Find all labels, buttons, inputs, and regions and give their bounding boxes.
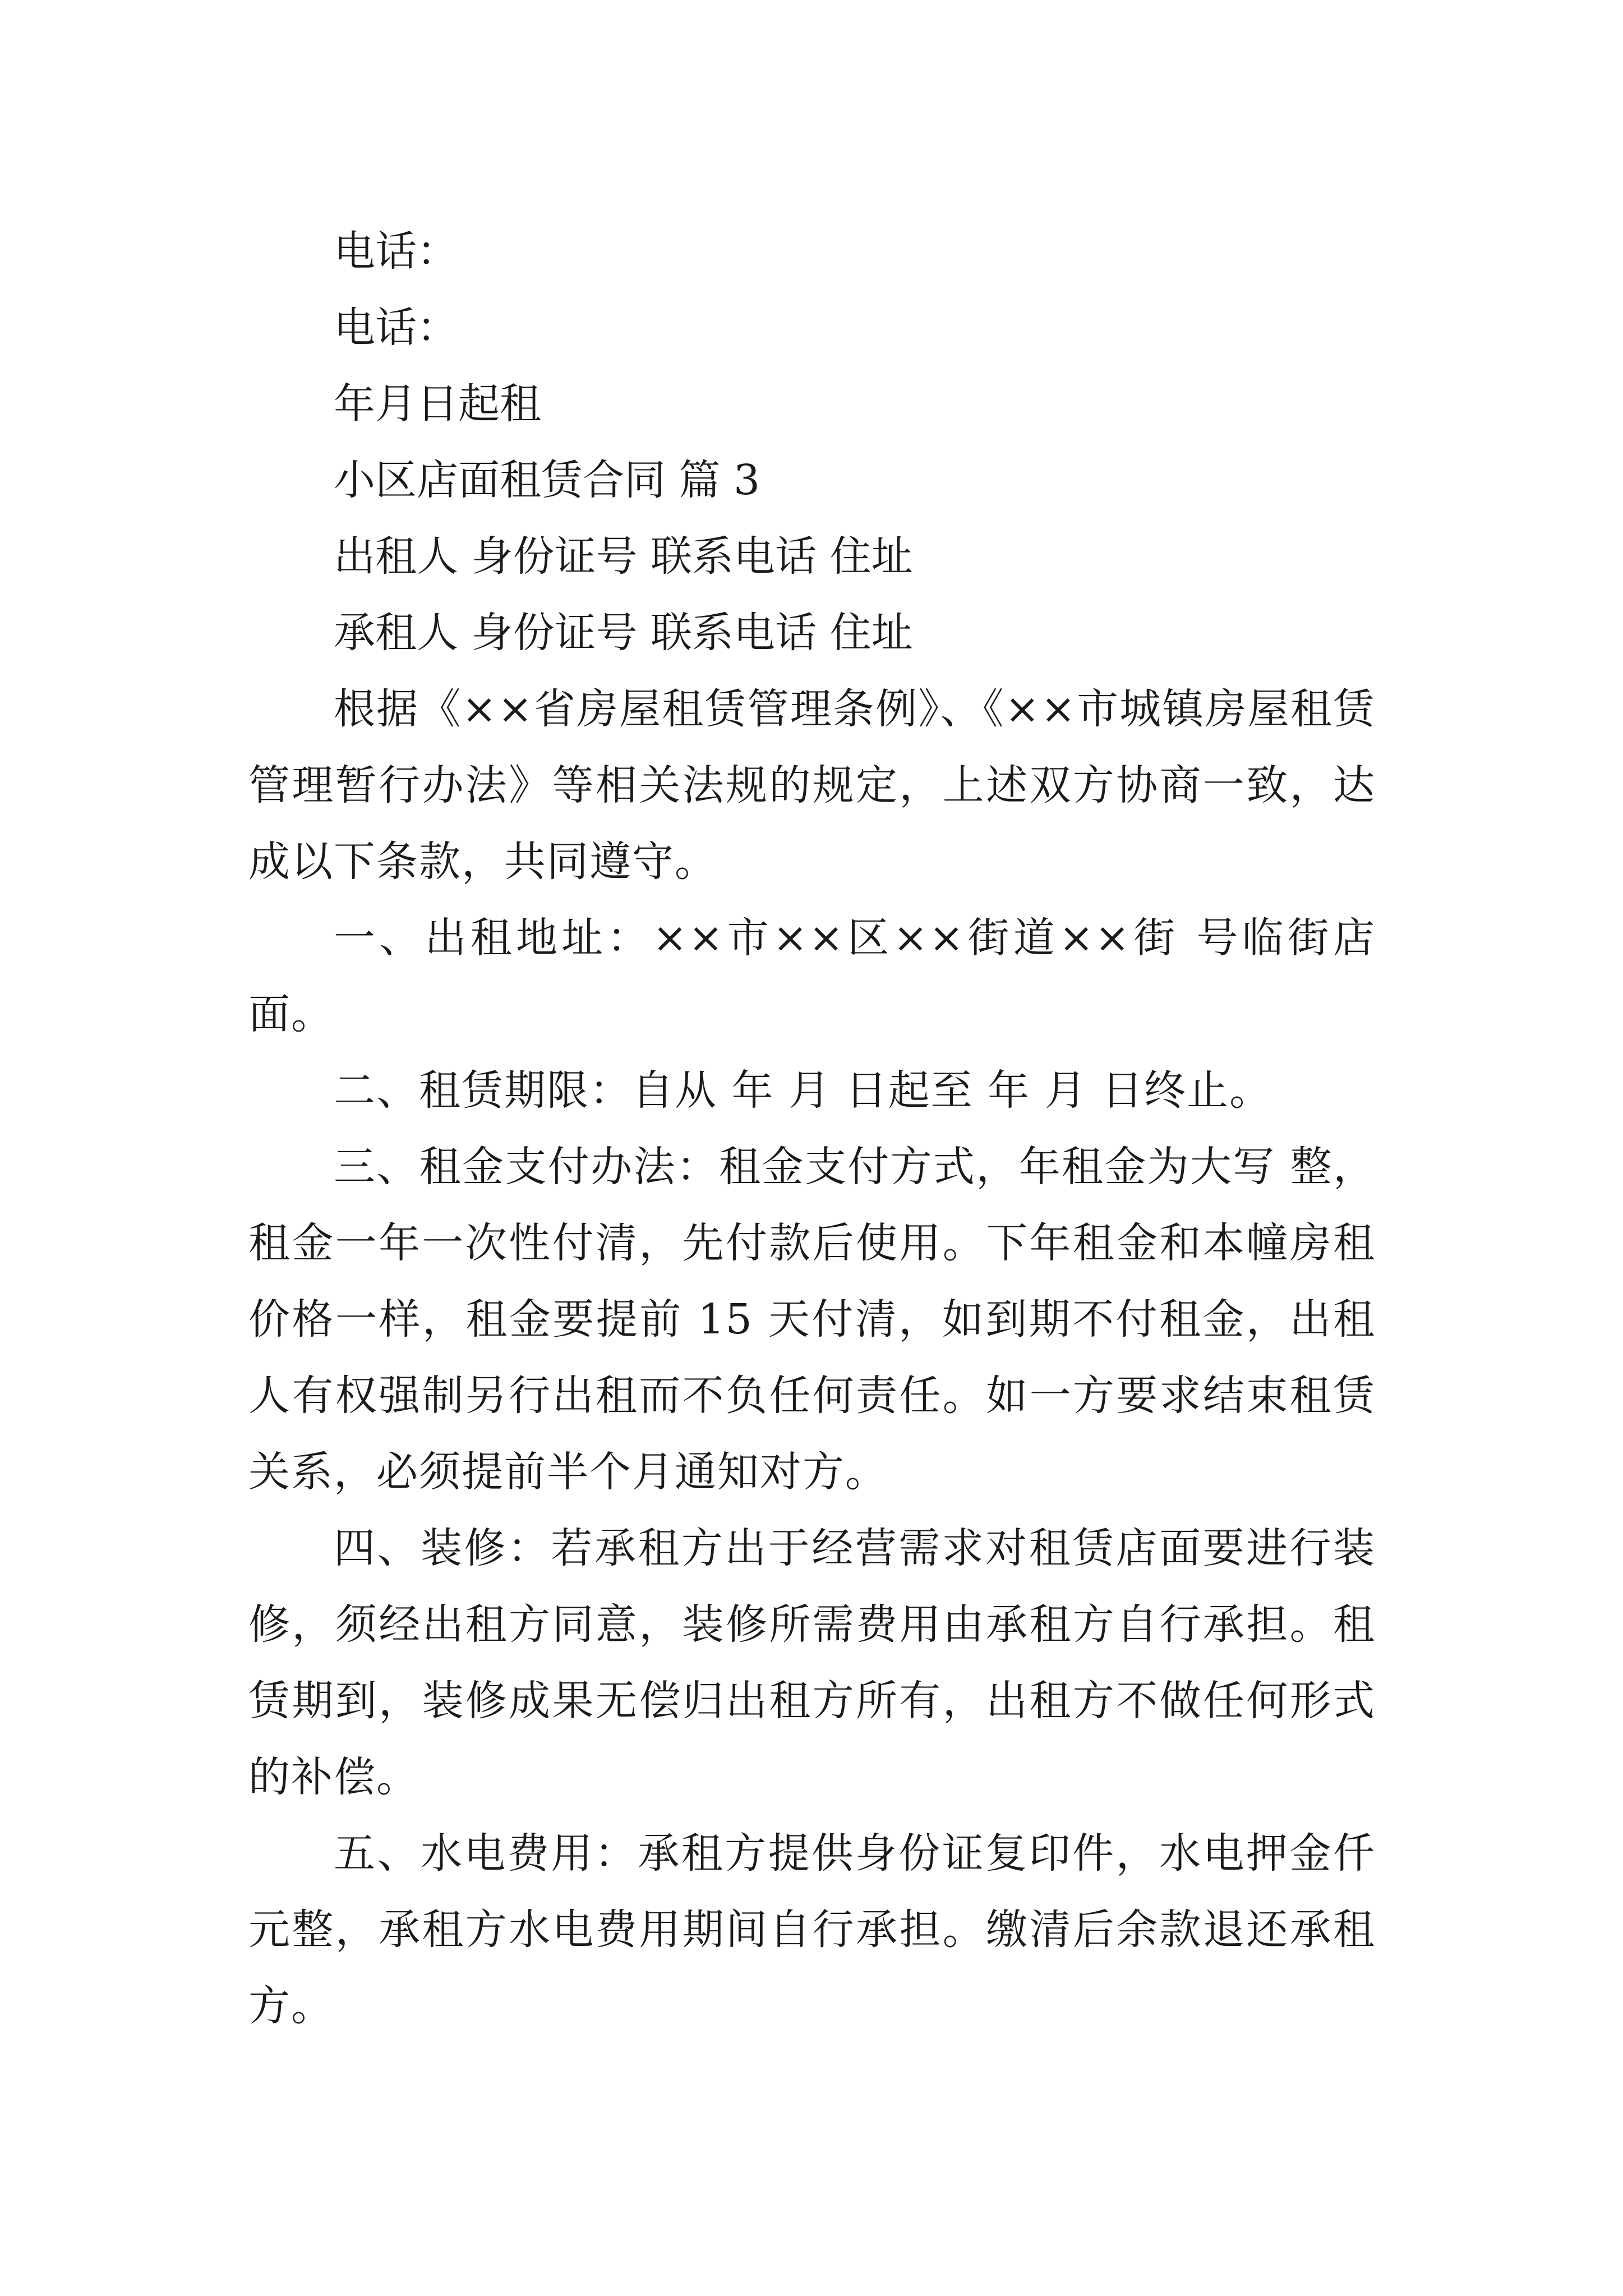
paragraph-clause-5-utilities: 五、水电费用：承租方提供身份证复印件，水电押金仟元整，承租方水电费用期间自行承担。缴清后余款退还承租方。 [248, 1829, 1376, 2030]
text-line-lessee: 承租人 身份证号 联系电话 住址 [334, 609, 913, 657]
text-line-lessor: 出租人 身份证号 联系电话 住址 [334, 532, 913, 581]
paragraph-preamble: 根据《××省房屋租赁管理条例》、《××市城镇房屋租赁管理暂行办法》等相关法规的规定，上述双方协商一致，达成以下条款，共同遵守。 [248, 685, 1376, 886]
document-body [248, 213, 1376, 2044]
paragraph-clause-2-term: 二、租赁期限：自从 年 月 日起至 年 月 日终止。 [334, 1066, 1272, 1115]
paragraph-clause-4-decoration: 四、装修：若承租方出于经营需求对租赁店面要进行装修，须经出租方同意，装修所需费用由承租方自行承担。租赁期到，装修成果无偿归出租方所有，出租方不做任何形式的补偿。 [248, 1524, 1376, 1801]
paragraph-clause-3-rent: 三、租金支付办法：租金支付方式，年租金为大写 整，租金一年一次性付清，先付款后使用。下年租金和本幢房租价格一样，租金要提前 15 天付清，如到期不付租金，出租人有权强制另行出租而不负任何责任。如一方要求结束租赁关系，必须提前半个月通知对方。 [248, 1143, 1376, 1496]
text-line-phone-1: 电话： [334, 227, 458, 275]
paragraph-clause-1-address: 一、出租地址：××市××区××街道××街 号临街店面。 [248, 914, 1376, 1038]
section-heading: 小区店面租赁合同 篇 3 [334, 456, 760, 504]
text-line-phone-2: 电话： [334, 303, 458, 352]
text-line-start-date: 年月日起租 [334, 380, 541, 428]
